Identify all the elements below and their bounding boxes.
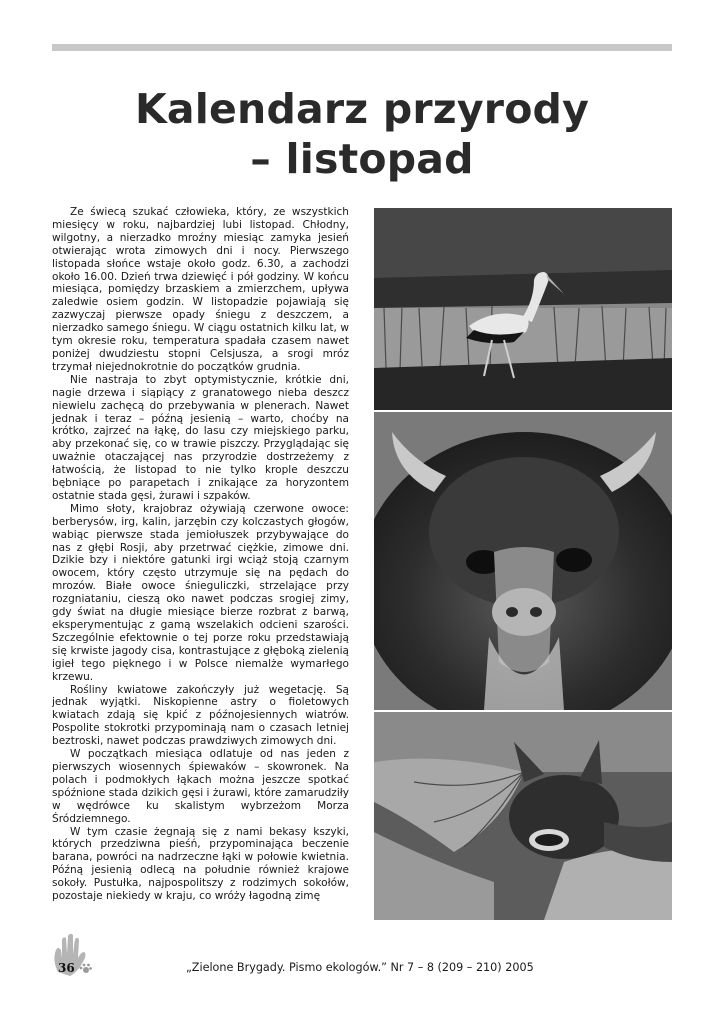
stork-photo <box>374 208 672 410</box>
paragraph: Nie nastraja to zbyt optymistycznie, krótkie dni, nagie drzewa i siąpiący z granatowego nieba deszcz niewielu zachęcą do przebywania w plenerach. Nawet jednak i teraz – późną jesienią – warto, choćby na krótko, zajrzeć na łąkę, do lasu czy miejskiego parku, aby przekonać się, co w trawie piszczy. Przyglądając się uważnie otaczającej nas przyrodzie dostrzeżemy z łatwością, że listopad to nie tylko krople deszczu bębniące po parapetach i znikające za horyzontem ostatnie stada gęsi, żurawi i szpaków. <box>52 373 349 502</box>
photo-column <box>374 208 672 920</box>
bat-image <box>374 712 672 920</box>
bison-image <box>374 412 672 710</box>
journal-citation: „Zielone Brygady. Pismo ekologów.” Nr 7 – 8 (209 – 210) 2005 <box>186 961 534 974</box>
paragraph: Rośliny kwiatowe zakończyły już wegetację. Są jednak wyjątki. Niskopienne astry o fioletowych kwiatach zdają się kpić z późnojesiennych wiatrów. Pospolite stokrotki przypominają nam o czasach letniej beztroski, nawet podczas prawdziwych zimowych dni. <box>52 683 349 748</box>
stork-image <box>374 208 672 410</box>
paragraph: W tym czasie żegnają się z nami bekasy kszyki, których przedziwna pieśń, przypominająca beczenie barana, powróci na nadrzeczne łąki w połowie kwietnia. Późną jesienią odlecą na południe również krajowe sokoły. Pustułka, najpospolitszy z rodzimych sokołów, pozostaje niekiedy w kraju, co wróży łagodną zimę <box>52 825 349 903</box>
paragraph: Ze świecą szukać człowieka, który, ze wszystkich miesięcy w roku, najbardziej lubi listopad. Chłodny, wilgotny, a nierzadko mroźny miesiąc zamyka jesień otwierając wrota zimowych dni i nocy. Pierwszego listopada słońce wstaje około godz. 6.30, a zachodzi około 16.00. Dzień trwa dziewięć i pół godziny. W końcu miesiąca, pomiędzy brzaskiem a zmierzchem, upływa zaledwie osiem godzin. W listopadzie pojawiają się zazwyczaj pierwsze opady śniegu z deszczem, a nierzadko samego śniegu. W ciągu ostatnich kilku lat, w tym okresie roku, temperatura spadała czasem nawet poniżej dwudziestu stopni Celsjusza, a srogi mróz trzymał niejednokrotnie do początków grudnia. <box>52 206 349 373</box>
article-body <box>52 206 349 903</box>
page-title <box>52 84 672 184</box>
title-line-1: Kalendarz przyrody <box>134 85 590 133</box>
top-rule <box>52 44 672 51</box>
paragraph: W początkach miesiąca odlatuje od nas jeden z pierwszych wiosennych śpiewaków – skowronek. Na polach i podmokłych łąkach można jeszcze spotkać spóźnione stada dzikich gęsi i żurawi, które zamarudziły w wędrówce ku skalistym wybrzeżom Morza Śródziemnego. <box>52 748 349 825</box>
bat-photo <box>374 712 672 920</box>
page-number: 36 <box>58 961 75 975</box>
bison-photo <box>374 412 672 710</box>
title-line-2: – listopad <box>250 135 474 183</box>
paragraph: Mimo słoty, krajobraz ożywiają czerwone owoce: berberysów, irg, kalin, jarzębin czy kolczastych głogów, wabiąc pierwsze stada jemiołuszek przybywające do nas z głębi Rosji, aby przetrwać ciężkie, zimowe dni. Dzikie bzy i niektóre gatunki irgi wciąż stoją czarnym owocem, który często utrzymuje się na pędach do mrozów. Białe owoce śnieguliczki, strzelające przy rozgniataniu, cieszą oko nawet podczas srogiej zimy, gdy świat na długie miesiące bierze rozbrat z barwą, eksperymentując z gamą wszelakich odcieni szarości. Szczególnie efektownie o tej porze roku przedstawiają się krwiste jagody cisa, kontrastujące z głęboką zielenią igieł tego pięknego i w Polsce niemalże wymarłego krzewu. <box>52 502 349 683</box>
